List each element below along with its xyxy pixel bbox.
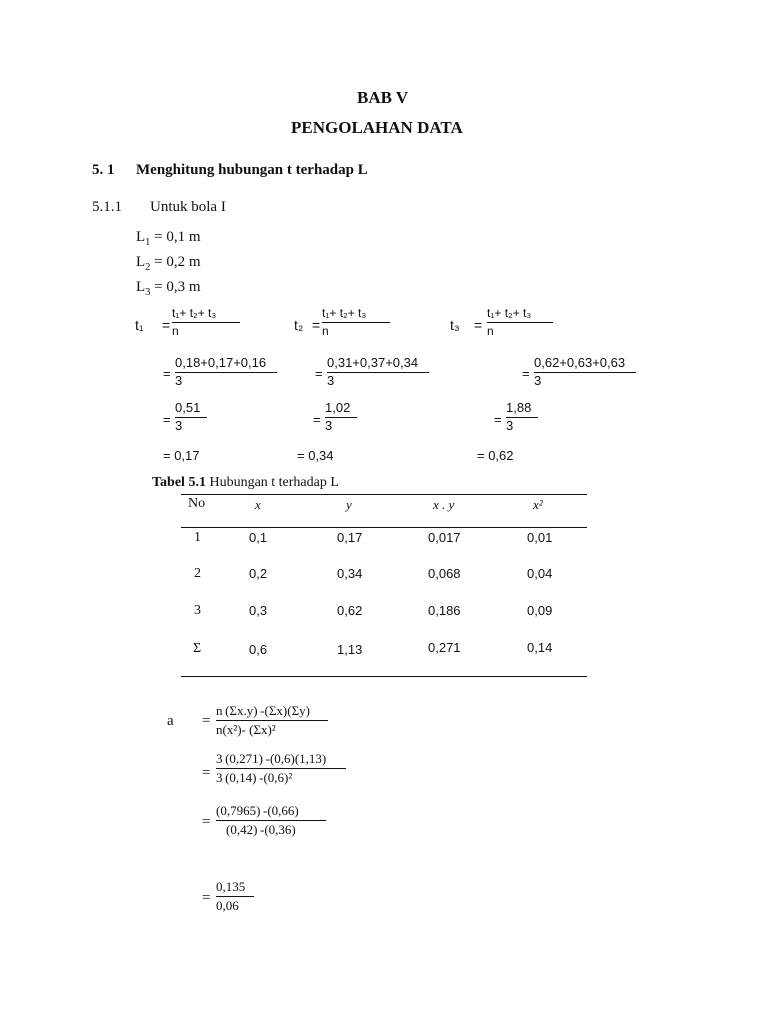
table-sum-xy: 0,271 — [428, 640, 461, 655]
table-row-3-x2: 0,09 — [527, 603, 553, 618]
table-row-2-y: 0,34 — [337, 566, 363, 581]
t3-equals: = — [474, 317, 483, 333]
page-title: PENGOLAHAN DATA — [291, 118, 463, 137]
table-row-3-y: 0,62 — [337, 603, 363, 618]
table-top-rule — [181, 494, 587, 495]
table-row-2-x2: 0,04 — [527, 566, 553, 581]
t2-result: = 0,34 — [297, 448, 334, 463]
table-row-1-xy: 0,017 — [428, 530, 461, 545]
table-header-no: No — [188, 496, 206, 511]
table-row-3-x: 0,3 — [249, 603, 268, 618]
table-caption-label: Tabel 5.1 — [152, 475, 206, 490]
regression-step-1-equals: = — [202, 713, 211, 729]
table-row-2-x: 0,2 — [249, 566, 268, 581]
table-sum-no: Σ — [193, 641, 202, 656]
regression-step-3-equals: = — [202, 814, 211, 830]
regression-step-4-equals: = — [202, 890, 211, 906]
table-header-y: y — [346, 497, 352, 512]
t2-total-equals: = — [313, 412, 321, 427]
table-row-1-y: 0,17 — [337, 530, 363, 545]
table-header-xy: x . y — [433, 497, 455, 512]
table-header-x: x — [255, 497, 261, 512]
length-l2: $L_2 = 0,2$ m — [136, 254, 201, 273]
table-row-3-no: 3 — [194, 603, 201, 618]
t2-sum-equals: = — [315, 366, 323, 381]
table-row-2-xy: 0,068 — [428, 566, 461, 581]
table-header-rule — [181, 527, 587, 528]
t3-result: = 0,62 — [477, 448, 514, 463]
table-row-3-xy: 0,186 — [428, 603, 461, 618]
table-header-x2: x² — [533, 497, 543, 512]
table-sum-x: 0,6 — [249, 642, 268, 657]
section-title: Menghitung hubungan t terhadap L — [136, 162, 368, 178]
table-row-2-no: 2 — [194, 566, 201, 581]
t3-sum-equals: = — [522, 366, 530, 381]
table-caption-text: Hubungan t terhadap L — [205, 475, 339, 490]
t1-total-equals: = — [163, 412, 171, 427]
table-sum-y: 1,13 — [337, 642, 363, 657]
chapter-heading: BAB V — [357, 88, 409, 107]
table-caption — [152, 475, 339, 491]
regression-label: a — [167, 713, 174, 729]
t3-label: t₃ — [450, 317, 460, 333]
t3-total-equals: = — [494, 412, 502, 427]
t2-label: t₂ — [294, 317, 304, 333]
table-bottom-rule — [181, 676, 587, 677]
table-row-1-x2: 0,01 — [527, 530, 553, 545]
table-row-1-no: 1 — [194, 530, 201, 545]
t1-result: = 0,17 — [163, 448, 200, 463]
table-row-1-x: 0,1 — [249, 530, 268, 545]
t1-label: t₁ — [135, 317, 144, 333]
length-l1: $L_1 = 0,1$ m — [136, 229, 201, 248]
t2-equals: = — [312, 317, 321, 333]
t1-sum-equals: = — [163, 366, 171, 381]
regression-step-2-equals: = — [202, 765, 211, 781]
table-sum-x2: 0,14 — [527, 640, 553, 655]
length-l3: $L_3 = 0,3$ m — [136, 279, 201, 298]
subsection-title: Untuk bola I — [150, 199, 226, 215]
subsection-number: 5.1.1 — [92, 199, 122, 215]
t1-equals: = — [162, 317, 171, 333]
section-number: 5. 1 — [92, 162, 115, 178]
